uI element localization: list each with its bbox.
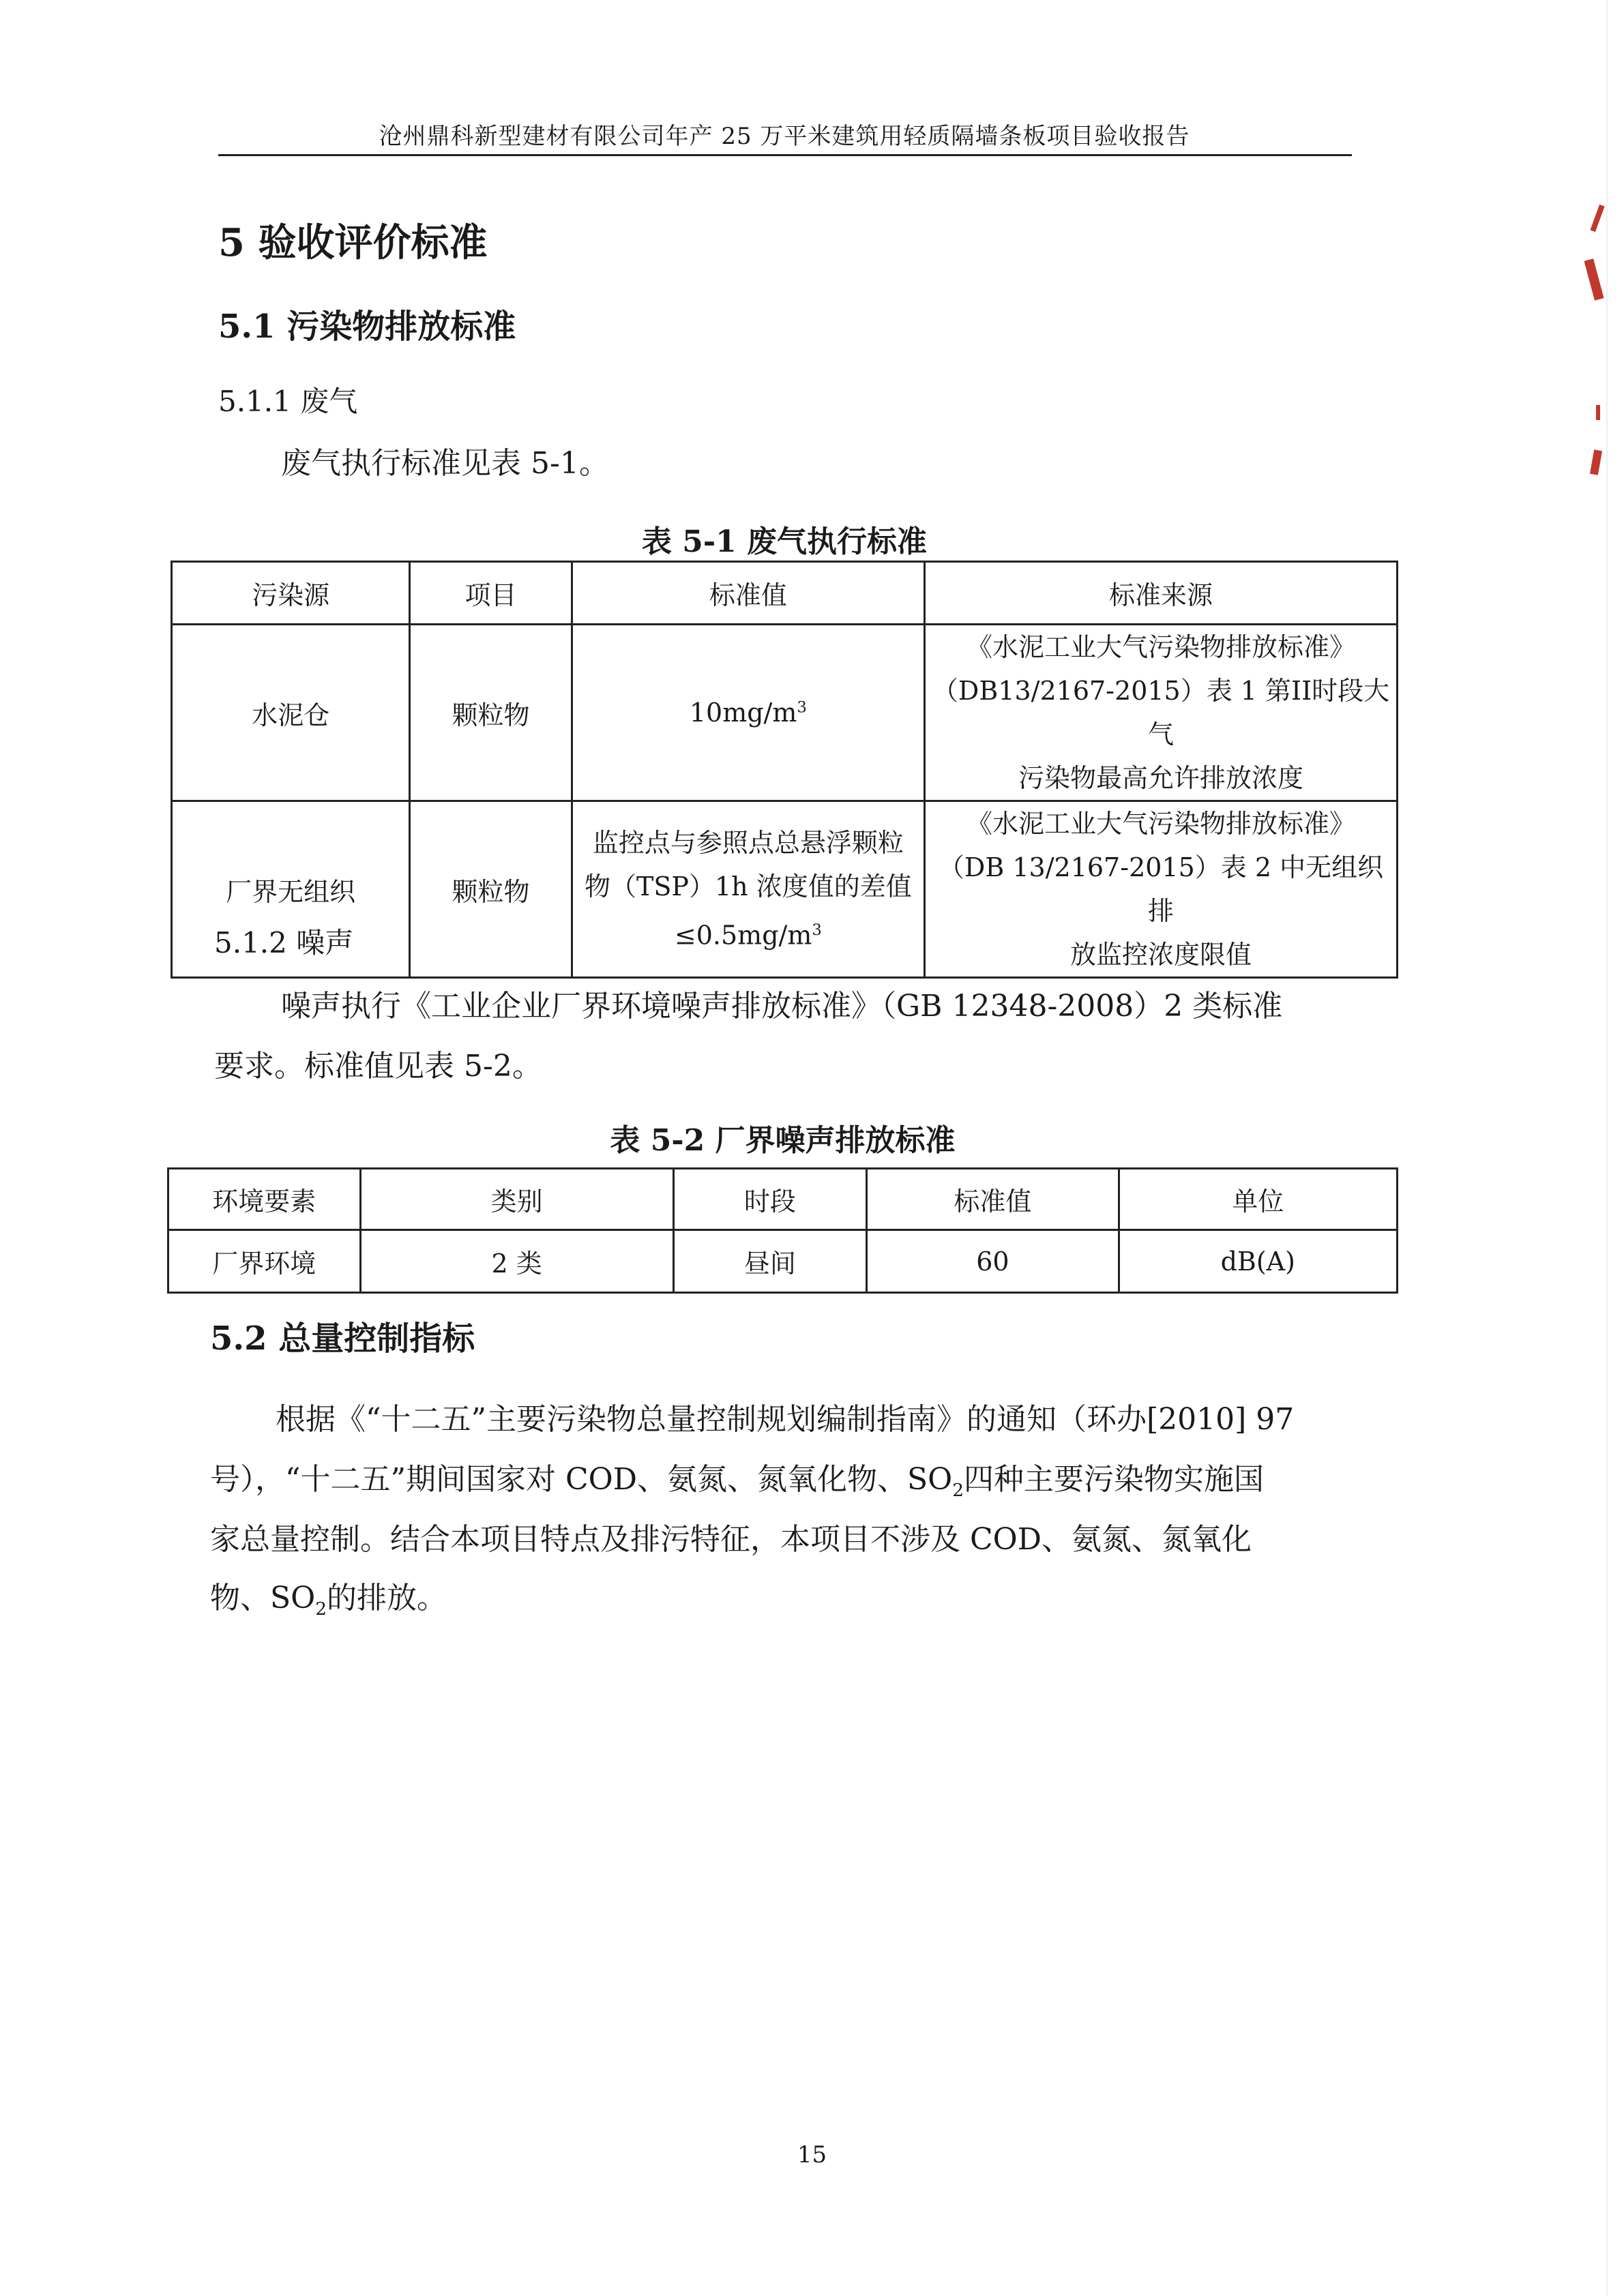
- table-5-1-row2-value-last-main: ≤0.5mg/m: [674, 920, 812, 951]
- table-5-1-row2-item: 颗粒物: [410, 801, 572, 978]
- table-5-2-cell-category: 2 类: [360, 1230, 673, 1293]
- section-5-heading: 5 验收评价标准: [218, 220, 488, 265]
- section-5-2-line3: 家总量控制。结合本项目特点及排污特征，本项目不涉及 COD、氨氮、氮氧化: [210, 1522, 1252, 1557]
- table-5-1-row2-value-last-sup: 3: [812, 921, 822, 940]
- table-5-1-row2-standard: [925, 801, 1398, 978]
- table-5-2-cell-unit: dB(A): [1119, 1230, 1397, 1293]
- table-5-1-header-row: [172, 562, 1398, 625]
- table-5-2: [167, 1167, 1398, 1294]
- table-5-1-row1-value-main: 10mg/m: [689, 698, 797, 728]
- section-5-2-line2-post: 四种主要污染物实施国: [964, 1462, 1265, 1497]
- section-5-2-line4-sub: 2: [315, 1598, 327, 1620]
- table-5-1-caption: 表 5-1 废气执行标准: [641, 524, 928, 559]
- table-5-1-row1-standard: [925, 625, 1398, 801]
- table-5-1-row1-standard-line: （DB13/2167-2015）表 1 第II时段大气: [932, 676, 1390, 749]
- table-5-2-cell-period: 昼间: [673, 1230, 867, 1293]
- section-5-2-line4-post: 的排放。: [327, 1581, 447, 1615]
- table-5-1-row2-standard-line: 《水泥工业大气污染物排放标准》: [966, 809, 1356, 839]
- table-5-1: [171, 561, 1398, 979]
- table-5-1-row1-value-sup: 3: [797, 698, 807, 717]
- scan-edge-line: [1606, 0, 1608, 2296]
- table-5-1-row1-source: 水泥仓: [172, 625, 410, 801]
- table-5-1-row2-value-line: [577, 908, 919, 957]
- table-5-2-header-element: 环境要素: [168, 1169, 361, 1230]
- table-5-1-header-standard: 标准来源: [925, 562, 1398, 625]
- table-5-2-header-row: [168, 1169, 1398, 1230]
- table-row: [172, 625, 1398, 801]
- seal-fragment-mark: [1584, 258, 1604, 301]
- section-5-1-2-text-line2: 要求。标准值见表 5-2。: [214, 1049, 542, 1084]
- table-5-1-row1-standard-line: 《水泥工业大气污染物排放标准》: [966, 632, 1356, 662]
- table-5-1-row2-value: [572, 801, 924, 978]
- table-5-2-header-unit: 单位: [1119, 1169, 1397, 1230]
- table-5-1-row1-item: 颗粒物: [410, 625, 572, 801]
- section-5-2-line1: 根据《“十二五”主要污染物总量控制规划编制指南》的通知（环办[2010] 97: [276, 1402, 1295, 1437]
- table-5-2-header-period: 时段: [673, 1169, 867, 1230]
- table-5-1-row1-value: [572, 625, 924, 801]
- section-5-1-1-heading: 5.1.1 废气: [218, 385, 358, 418]
- section-5-1-2-text-line1: 噪声执行《工业企业厂界环境噪声排放标准》（GB 12348-2008）2 类标准: [281, 989, 1283, 1024]
- table-row: [172, 801, 1398, 978]
- document-header-title: 沧州鼎科新型建材有限公司年产 25 万平米建筑用轻质隔墙条板项目验收报告: [379, 123, 1190, 150]
- seal-fragment-mark: [1596, 405, 1600, 420]
- table-5-1-row1-standard-line: 污染物最高允许排放浓度: [1018, 763, 1304, 793]
- table-5-2-cell-element: 厂界环境: [168, 1230, 361, 1293]
- seal-fragment-mark: [1590, 449, 1602, 475]
- page-number: 15: [797, 2141, 827, 2168]
- table-5-1-row2-standard-line: 放监控浓度限值: [1070, 940, 1252, 970]
- table-5-1-header-value: 标准值: [572, 562, 924, 625]
- table-5-1-row2-source: 厂界无组织: [172, 801, 410, 978]
- table-row: [168, 1230, 1398, 1293]
- table-5-2-header-category: 类别: [360, 1169, 673, 1230]
- section-5-2-line4: [210, 1568, 447, 1639]
- table-5-2-header-value: 标准值: [867, 1169, 1119, 1230]
- section-5-2-line2-sub: 2: [952, 1479, 964, 1501]
- table-5-1-row2-value-line: 监控点与参照点总悬浮颗粒: [592, 828, 904, 859]
- table-5-1-row2-standard-line: （DB 13/2167-2015）表 2 中无组织排: [938, 852, 1384, 926]
- section-5-2-line2-pre: 号），“十二五”期间国家对 COD、氨氮、氮氧化物、SO: [210, 1462, 953, 1497]
- section-5-1-2-heading: 5.1.2 噪声: [214, 926, 354, 959]
- section-5-1-1-text: 废气执行标准见表 5-1。: [281, 446, 609, 481]
- section-5-1-heading: 5.1 污染物排放标准: [218, 308, 516, 346]
- table-5-2-cell-value: 60: [867, 1230, 1119, 1293]
- table-5-1-header-source: 污染源: [172, 562, 410, 625]
- header-divider: [218, 154, 1352, 156]
- table-5-1-row2-value-line: 物（TSP）1h 浓度值的差值: [585, 871, 912, 902]
- seal-fragment-mark: [1590, 205, 1604, 232]
- table-5-1-header-item: 项目: [410, 562, 572, 625]
- table-5-2-caption: 表 5-2 厂界噪声排放标准: [610, 1123, 956, 1158]
- section-5-2-heading: 5.2 总量控制指标: [210, 1320, 475, 1358]
- section-5-2-line4-pre: 物、SO: [210, 1581, 316, 1615]
